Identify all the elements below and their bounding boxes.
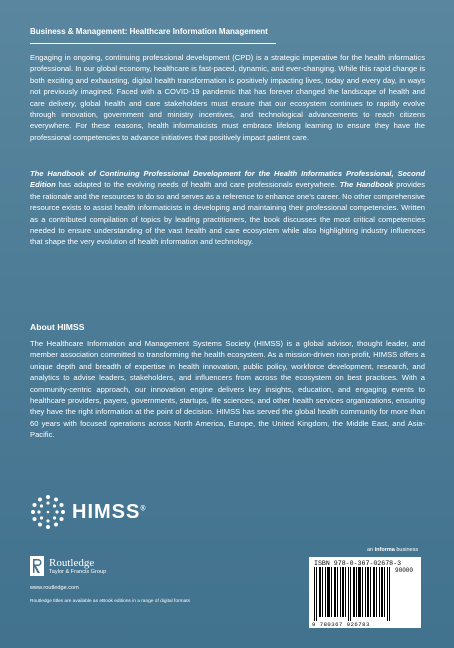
routledge-r-icon <box>30 556 44 576</box>
isbn-label: ISBN 978-0-367-02678-3 <box>314 560 402 567</box>
barcode-digits: 9 780367 026783 <box>312 621 370 628</box>
routledge-note: Routledge titles are available as eBook editions in a range of digital formats <box>30 599 190 604</box>
himss-dots-icon <box>30 494 66 530</box>
routledge-name: Routledge <box>49 556 95 569</box>
addon-code: 90000 <box>395 567 414 574</box>
trademark-symbol: ® <box>140 504 147 512</box>
routledge-name-block <box>49 557 106 576</box>
himss-wordmark-text: HIMSS <box>72 500 141 523</box>
handbook-short-title: The Handbook <box>339 180 394 190</box>
about-paragraph: The Healthcare Information and Management Systems Society (HIMSS) is a global advisor, thought leader, and member association committed to transforming the health ecosystem. As a mission-driven non-profit, HIMSS offers a unique depth and breadth of expertise in health innovation, public policy, workforce development, research, and analytics to advise leaders, stakeholders, and influencers from across the ecosystem on best practices. With a community-centric approach, our innovation engine delivers key insights, education, and engaging events to healthcare providers, payers, governments, startups, life sciences, and other health services organizations, ensuring they have the right information at the point of decision. HIMSS has served the global health community for more than 60 years with focused operations across North America, Europe, the United Kingdom, the Middle East, and Asia-Pacific. <box>30 339 425 440</box>
header-rule <box>30 43 276 44</box>
informa-line <box>367 547 418 553</box>
routledge-url: www.routledge.com <box>30 585 79 591</box>
book-title: The Handbook of Continuing Professional Development for the Health Informatics Professional, Second Edition <box>30 169 425 190</box>
routledge-group: Taylor & Francis Group <box>49 568 107 575</box>
himss-logo <box>30 494 147 530</box>
barcode-icon <box>312 567 394 621</box>
handbook-paragraph <box>30 168 425 248</box>
informa-prefix: an <box>367 547 375 553</box>
informa-brand: informa <box>374 547 395 553</box>
routledge-logo <box>30 556 106 576</box>
handbook-text-1: has adapted to the evolving needs of health and care professionals everywhere. <box>55 180 340 190</box>
intro-paragraph: Engaging in ongoing, continuing professional development (CPD) is a strategic imperative for the health informatics professional. In our global economy, healthcare is fast-paced, dynamic, and ever-changing. While this rapid change is both exciting and exhausting, digital health transformation is positively impacting lives, today and every day, in ways not previously imagined. Faced with a COVID-19 pandemic that has forever changed the landscape of health and care delivery, global health and care stakeholders must ensure that our ecosystem continues to rapidly evolve through innovation, government and ministry incentives, and technological advancements to reach citizens everywhere. For these reasons, health informaticists must embrace lifelong learning to ensure they have the professional competencies to advance initiatives that positively impact patient care. <box>30 53 425 142</box>
himss-wordmark <box>72 501 147 524</box>
category-label: Business & Management: Healthcare Information Management <box>30 27 268 36</box>
about-heading: About HIMSS <box>30 322 85 332</box>
handbook-text-2: provides the rationale and the resources to do so and serves as a reference to enhance one’s career. No other comprehensive resource exists to assist health informaticists in developing and maintaining their professional competencies. Written as a contributed compilation of topics by leading practitioners, the book discusses the most critical competencies needed to ensure understanding of the vast health and care ecosystem while also highlighting industry influences that shape the very evolution of health information and technology. <box>30 180 425 247</box>
informa-suffix: business <box>394 547 419 553</box>
